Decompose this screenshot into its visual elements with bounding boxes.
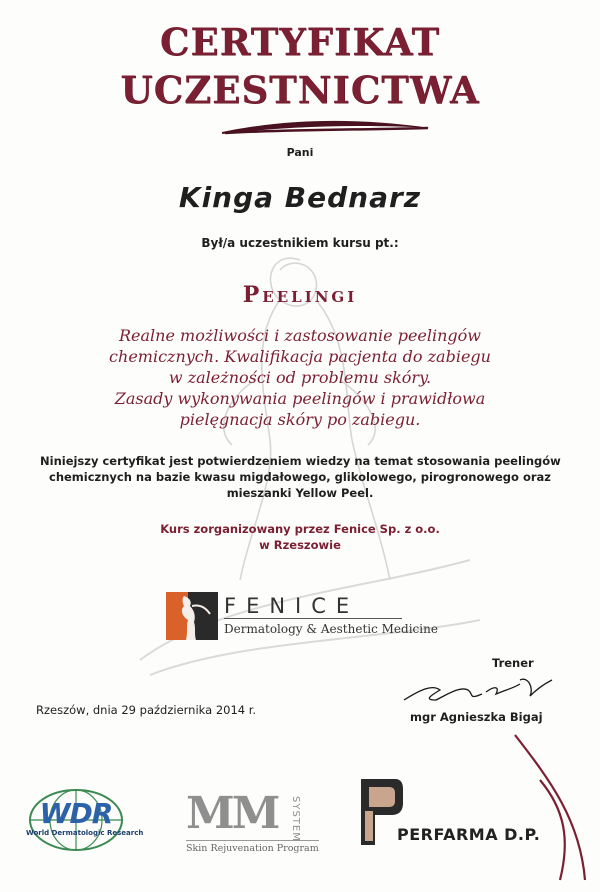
fenice-logo-icon (166, 592, 218, 640)
description-line: pielęgnacja skóry po zabiegu. (179, 410, 421, 429)
wdr-abbr: WDR (39, 797, 113, 830)
confirmation-text (40, 453, 560, 501)
mm-abbr: MM (186, 788, 278, 839)
wdr-logo (26, 787, 144, 853)
confirmation-line: Niniejszy certyfikat jest potwierdzeniem wiedzy na temat stosowania peelingów (40, 454, 561, 468)
fenice-logo-text: FENICE (224, 594, 360, 618)
organizer-line: Kurs zorganizowany przez Fenice Sp. z o.o. (160, 522, 440, 536)
perfarma-name: PERFARMA D.P. (397, 825, 541, 844)
fenice-tagline: Dermatology & Aesthetic Medicine (224, 622, 438, 636)
description-line: Realne możliwości i zastosowanie peelingów (119, 326, 481, 345)
mm-system: SYSTEM (290, 796, 301, 842)
course-title: Peelingi (242, 282, 358, 308)
course-description (60, 325, 540, 430)
mm-name: Skin Rejuvenation Program (186, 840, 319, 854)
trainer-label: Trener (492, 656, 534, 670)
recipient-name: Kinga Bednarz (178, 181, 422, 214)
description-line: chemicznych. Kwalifikacja pacjenta do zabiegu (109, 347, 491, 366)
description-line: Zasady wykonywania peelingów i prawidłowa (114, 389, 486, 408)
organizer-line: w Rzeszowie (259, 538, 341, 552)
participation-text: Był/a uczestnikiem kursu pt.: (201, 236, 399, 250)
certificate-title-line2: UCZESTNICTWA (120, 68, 480, 112)
mm-system-logo (182, 788, 319, 858)
trainer-name: mgr Agnieszka Bigaj (410, 710, 543, 724)
certificate-title-line1: CERTYFIKAT (159, 20, 441, 64)
salutation: Pani (286, 146, 314, 159)
organizer-text (60, 521, 540, 553)
wdr-name: World Dermatologic Research (26, 829, 144, 837)
perfarma-logo (355, 777, 541, 847)
fenice-divider (224, 618, 402, 619)
description-line: w zależności od problemu skóry. (168, 368, 432, 387)
confirmation-line: chemicznych na bazie kwasu migdałowego, glikolowego, pirogronowego oraz (49, 470, 551, 484)
place-date: Rzeszów, dnia 29 października 2014 r. (36, 703, 257, 717)
confirmation-line: mieszanki Yellow Peel. (226, 486, 374, 500)
